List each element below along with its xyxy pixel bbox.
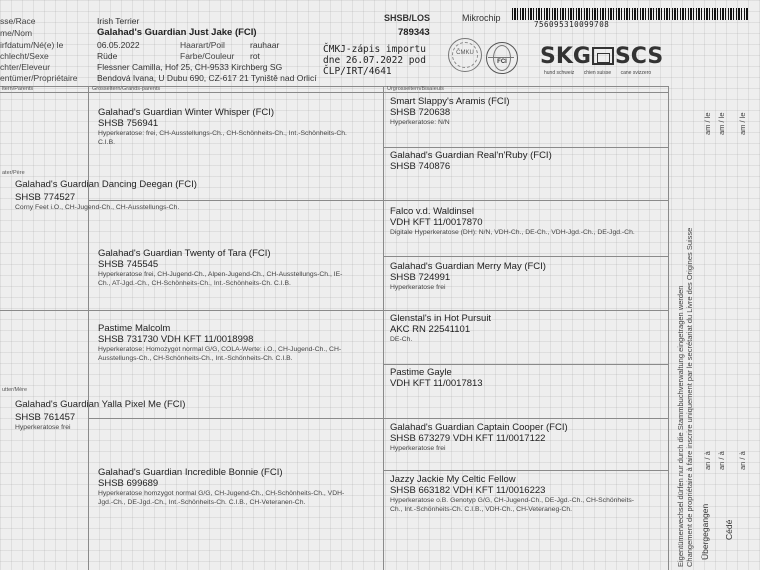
gg-name: Galahad's Guardian Real'n'Ruby (FCI) (390, 150, 552, 161)
grandparent-info-line: C.I.B. (98, 139, 115, 146)
grandparent-name: Pastime Malcolm (98, 323, 171, 334)
grandparent-reg: SHSB 745545 (98, 259, 159, 270)
chip-label: Mikrochip (462, 13, 501, 23)
transfer-label-fr: Cédé (724, 519, 734, 540)
breed-label: sse/Race (0, 16, 36, 26)
grandparents-header: Grosseltern/Grands-parents (92, 86, 161, 92)
gg-name: Glenstal's in Hot Pursuit (390, 313, 492, 324)
grandparent-info-line: Ch., AT-Jgd.-Ch., CH-Schönheits-Ch., Int.-Schönheits-Ch. C.I.B. (98, 280, 291, 287)
logo-house-icon (592, 47, 614, 65)
skg-logo (540, 44, 663, 69)
grandparent-entry (98, 467, 344, 507)
grandparent-reg: SHSB 699689 (98, 478, 159, 489)
colour-label: Farbe/Couleur (180, 51, 235, 61)
coat-label: Haarart/Poil (180, 40, 225, 50)
sire-header: ater/Père (2, 170, 25, 176)
shsb-label: SHSB/LOS (384, 13, 431, 23)
gg-divider-1 (383, 147, 668, 148)
great-grandparent-entry (390, 261, 546, 292)
cmku-seal-icon (448, 38, 482, 72)
grandparent-entry (98, 107, 347, 147)
logo-subtitle (544, 70, 651, 76)
grandparent-name: Galahad's Guardian Winter Whisper (FCI) (98, 107, 275, 118)
dog-name-value: Galahad's Guardian Just Jake (FCI) (97, 27, 257, 38)
sex-value: Rüde (97, 51, 118, 61)
colour-value: rot (250, 51, 260, 61)
stamp-line-1: ČMKJ-zápis importu (323, 44, 426, 55)
gg-info-line: Ch., Int.-Schönheits-Ch. C.I.B., VDH-Ch., CH-Veteraneg-Ch. (390, 506, 573, 513)
fci-globe-icon (486, 42, 518, 74)
barcode-number: 756095310099708 (534, 20, 610, 29)
dam-header: utter/Mère (2, 387, 28, 393)
parents-header: ltern/Parents (2, 86, 34, 92)
col-divider-2 (383, 86, 384, 570)
gg-reg: SHSB 740876 (390, 161, 451, 172)
table-header-line (0, 92, 668, 93)
logo-sub-2: chien suisse (583, 70, 612, 76)
gg-reg: SHSB 673279 VDH KFT 11/0017122 (390, 433, 546, 444)
grandparent-info-line: Hyperkeratose homzygot normal G/G, CH-Jugend-Ch., CH-Schönheits-Ch., VDH- (98, 490, 345, 497)
grandparent-reg: SHSB 731730 VDH KFT 11/0018998 (98, 334, 254, 345)
gg-info-line: Hyperkeratose o.B. Genotyp G/G, CH-Jugend-Ch., DE-Jgd.-Ch., CH-Schönheits- (390, 497, 635, 504)
owner-value: Bendová Ivana, U Dubu 690, CZ-617 21 Tyniště nad Orlicí (97, 73, 317, 83)
gg-reg: AKC RN 22541101 (390, 324, 471, 335)
dam-reg: SHSB 761457 (15, 412, 76, 423)
sire-entry (15, 179, 197, 212)
gg-reg: VDH KFT 11/0017813 (390, 378, 483, 389)
breeder-value: Flessner Camilla, Hof 25, CH-9533 Kirchberg SG (97, 62, 283, 72)
gg-divider-2 (383, 256, 668, 257)
owner-label: entümer/Propriétaire (0, 73, 78, 83)
logo-left: SKG (540, 44, 591, 69)
grandparent-info-line: Hyperkeratose: Homozygot normal G/G, COLA-Werte: i.O., CH-Jugend-Ch., CH- (98, 346, 342, 353)
gg-divider-3 (383, 364, 668, 365)
gg-name: Jazzy Jackie My Celtic Fellow (390, 474, 516, 485)
sire-name: Galahad's Guardian Dancing Deegan (FCI) (15, 179, 197, 190)
parents-divider (0, 310, 668, 311)
coat-value: rauhaar (250, 40, 280, 50)
gg-reg: SHSB 724991 (390, 272, 451, 283)
grandparent-info-line: Ausstellungs-Ch., CH-Schönheits-Ch., Int.-Schönheits-Ch. C.I.B. (98, 355, 293, 362)
fci-text: FCI (497, 59, 507, 65)
shsb-number: 789343 (398, 27, 430, 38)
grandparent-name: Galahad's Guardian Incredible Bonnie (FCI) (98, 467, 283, 478)
great-grandparent-entry (390, 96, 510, 127)
gg-name: Falco v.d. Waldinsel (390, 206, 474, 217)
col-divider-1 (88, 86, 89, 570)
grandparent-reg: SHSB 756941 (98, 118, 159, 129)
name-label: me/Nom (0, 28, 33, 38)
am-le-2: am / le (717, 112, 726, 135)
gg-reg: VDH KFT 11/0017870 (390, 217, 483, 228)
col-divider-3 (668, 86, 669, 570)
grandparent-entry (98, 248, 342, 288)
breeder-label: chter/Eleveur (0, 62, 51, 72)
grandparent-info-line: Hyperkeratose frei, CH-Jugend-Ch., Alpen-Jugend-Ch., CH-Ausstellungs-Ch., IE- (98, 271, 343, 278)
sex-label: chlecht/Sexe (0, 51, 49, 61)
grandparent-entry (98, 323, 341, 363)
gg-info-line: DE-Ch. (390, 336, 413, 343)
great-grandparent-entry (390, 150, 552, 172)
stamp-line-2: dne 26.07.2022 pod (323, 55, 426, 66)
logo-sub-3: cane svizzero (620, 70, 652, 76)
logo-sub-1: hund schweiz (544, 70, 575, 76)
gg-reg: SHSB 720638 (390, 107, 451, 118)
gg-info-line: Hyperkeratose frei (390, 445, 446, 452)
dam-info: Hyperkeratose frei (15, 424, 71, 431)
barcode (512, 8, 748, 20)
gg-divider-4 (383, 470, 668, 471)
an-a-2: an / à (717, 451, 726, 470)
great-grandparent-entry (390, 422, 568, 453)
transfer-label: Übergegangen (700, 503, 710, 560)
an-a-1: an / à (703, 451, 712, 470)
grandparent-name: Galahad's Guardian Twenty of Tara (FCI) (98, 248, 271, 259)
logo-right: SCS (614, 44, 664, 69)
dam-entry (15, 399, 185, 432)
great-grandparent-entry (390, 313, 491, 344)
dam-name: Galahad's Guardian Yalla Pixel Me (FCI) (15, 399, 186, 410)
great-grandparent-entry (390, 206, 635, 237)
grandparent-info-line: Jgd.-Ch., DE-Jgd.-Ch., Int.-Schönheits-Ch. C.I.B., CH-Veteranen-Ch. (98, 499, 306, 506)
stamp-line-3: ČLP/IRT/4641 (323, 66, 392, 77)
gg-info-line: Hyperkeratose frei (390, 284, 446, 291)
gg-reg: SHSB 663182 VDH KFT 11/0016223 (390, 485, 546, 496)
great-grandparent-entry (390, 474, 634, 514)
great-grandparent-entry (390, 367, 483, 389)
ownership-note-fr: Changement de propriétaire à faire inscrire uniquement par le secrétariat du Livre des Origines Suisse (685, 227, 694, 567)
seal-text: ČMKU (456, 50, 474, 56)
gg-info-line: Digitale Hyperkeratose (DH): N/N, VDH-Ch., DE-Ch., VDH-Jgd.-Ch., DE-Jgd.-Ch. (390, 229, 635, 236)
an-a-3: an / à (738, 451, 747, 470)
great-grandparents-header: Urgrosseltern/Bisaïeuls (387, 86, 444, 92)
gg-name: Smart Slappy's Aramis (FCI) (390, 96, 510, 107)
sire-info: Corny Feet i.O., CH-Jugend-Ch., CH-Ausstellungs-Ch. (15, 204, 180, 211)
dob-value: 06.05.2022 (97, 40, 140, 50)
dob-label: irfdatum/Né(e) le (0, 40, 64, 50)
gg-info-line: Hyperkeratose: N/N (390, 119, 450, 126)
ownership-note-de: Eigentümerwechsel dürfen nur durch die Stammbuchverwaltung eingetragen werden (676, 285, 685, 567)
am-le-3: am / le (738, 112, 747, 135)
gg-name: Pastime Gayle (390, 367, 452, 378)
gg-name: Galahad's Guardian Merry May (FCI) (390, 261, 546, 272)
sire-reg: SHSB 774527 (15, 192, 76, 203)
import-stamp (323, 44, 426, 77)
grandparent-info-line: Hyperkeratose: frei, CH-Ausstellungs-Ch., CH-Schönheits-Ch., Int.-Schönheits-Ch. (98, 130, 347, 137)
am-le-1: am / le (703, 112, 712, 135)
breed-value: Irish Terrier (97, 16, 140, 26)
gg-name: Galahad's Guardian Captain Cooper (FCI) (390, 422, 568, 433)
